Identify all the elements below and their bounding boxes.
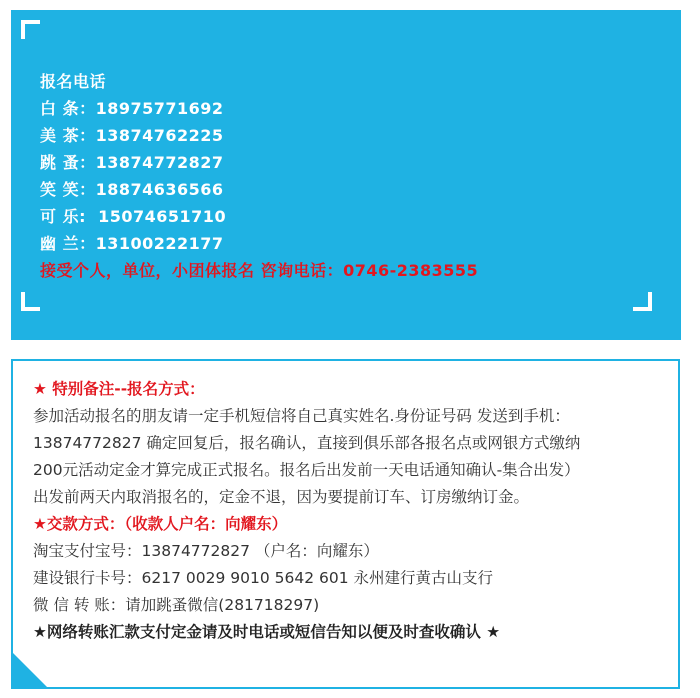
contact-line: 幽 兰：13100222177 xyxy=(40,234,224,253)
notes-footer: ★网络转账汇款支付定金请及时电话或短信告知以便及时查收确认 ★ xyxy=(33,623,501,641)
notes-panel xyxy=(11,359,680,689)
contact-line: 白 条：18975771692 xyxy=(40,99,224,118)
payment-line: 淘宝支付宝号：13874772827 （户名：向耀东） xyxy=(33,542,379,560)
payment-line: 建设银行卡号：6217 0029 9010 5642 601 永州建行黄古山支行 xyxy=(33,569,494,587)
contact-line: 笑 笑：18874636566 xyxy=(40,180,224,199)
contact-line: 跳 蚤：13874772827 xyxy=(40,153,224,172)
payment-heading: ★交款方式：（收款人户名：向耀东） xyxy=(33,515,288,533)
contact-line: 可 乐: 15074651710 xyxy=(40,207,227,226)
corner-bracket-bottom-left xyxy=(21,292,40,311)
contact-list xyxy=(40,68,478,284)
corner-bracket-top-left xyxy=(21,20,40,39)
notes-body-line: 出发前两天内取消报名的，定金不退，因为要提前订车、订房缴纳订金。 xyxy=(33,488,530,506)
notes-heading: ★ 特别备注--报名方式： xyxy=(33,380,205,398)
corner-bracket-bottom-right xyxy=(633,292,652,311)
notes-body-line: 200元活动定金才算完成正式报名。报名后出发前一天电话通知确认-集合出发） xyxy=(33,461,580,479)
payment-line: 微 信 转 账：请加跳蚤微信(281718297) xyxy=(33,596,320,614)
consult-phone-line: 接受个人，单位，小团体报名 咨询电话：0746-2383555 xyxy=(40,261,479,280)
notes-body-line: 参加活动报名的朋友请一定手机短信将自己真实姓名.身份证号码 发送到手机： xyxy=(33,407,570,425)
contact-line: 美 茶：13874762225 xyxy=(40,126,224,145)
notes-list xyxy=(33,376,668,646)
notes-body-line: 13874772827 确定回复后，报名确认，直接到俱乐部各报名点或网银方式缴纳 xyxy=(33,434,581,452)
corner-triangle-decoration xyxy=(13,653,47,687)
contact-title: 报名电话 xyxy=(40,72,107,91)
